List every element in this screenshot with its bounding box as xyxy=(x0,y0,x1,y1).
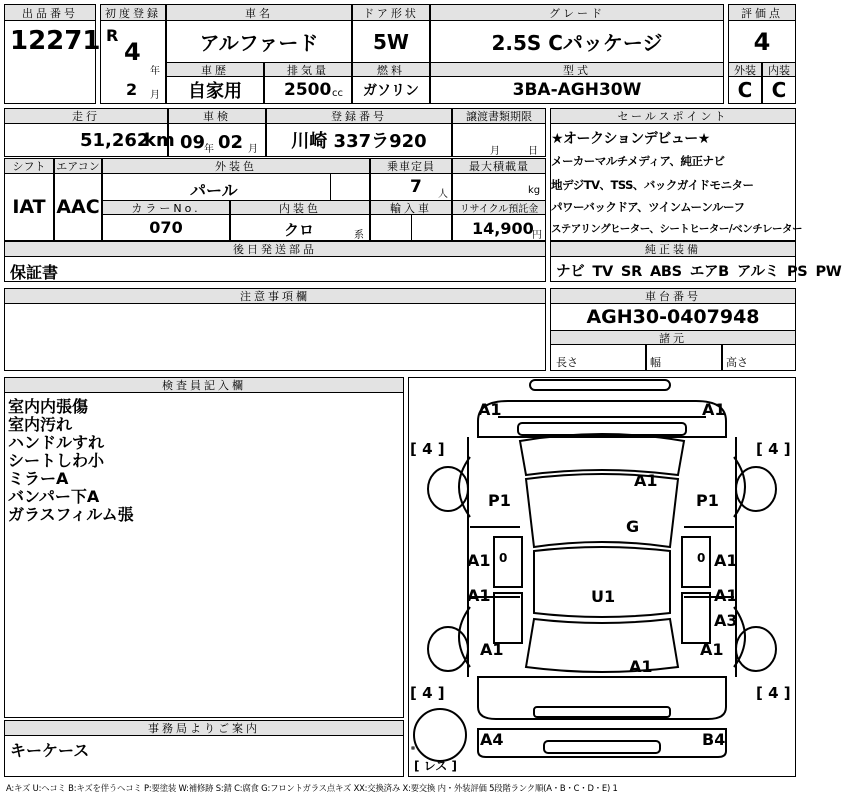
equipment-item: PW xyxy=(815,264,842,280)
int-label: 内装 xyxy=(762,62,796,77)
cautions-cell xyxy=(4,303,546,371)
load-unit: kg xyxy=(528,185,541,196)
transfer-label: 譲渡書類期限 xyxy=(452,108,546,124)
damage-mark: B4 xyxy=(702,730,726,749)
import-subcell xyxy=(370,214,412,241)
door-label: ドア形状 xyxy=(352,4,430,21)
tire-tread: [ 4 ] xyxy=(756,440,791,458)
plate-value: 川崎 337ラ920 xyxy=(266,123,452,157)
damage-mark: 0 xyxy=(499,551,508,565)
int-score: C xyxy=(762,76,796,104)
shift-label: シフト xyxy=(4,158,54,174)
inspector-line: 室内内張傷 xyxy=(8,397,89,416)
grade-label: グレード xyxy=(430,4,724,21)
damage-mark: P1 xyxy=(696,491,719,510)
import-label: 輸入車 xyxy=(370,200,452,215)
equipment-item: ABS xyxy=(649,264,682,280)
damage-mark: A1 xyxy=(467,551,491,570)
office-label: 事務局よりご案内 xyxy=(4,720,404,736)
displacement-unit: cc xyxy=(332,88,343,99)
displacement-label: 排気量 xyxy=(264,62,352,77)
door-value: 5W xyxy=(352,20,430,63)
insp-month: 02 xyxy=(218,132,244,153)
inspector-line: ガラスフィルム張 xyxy=(8,505,134,524)
recycle-label: リサイクル預託金 xyxy=(452,200,546,215)
reg-year: 4 xyxy=(124,38,141,66)
interior-color-label: 内装色 xyxy=(230,200,370,215)
insp-year-unit: 年 xyxy=(204,144,214,155)
inspection-label: 車検 xyxy=(168,108,266,124)
damage-mark: A1 xyxy=(714,551,738,570)
sales-point-line: ★オークションデビュー★ xyxy=(551,131,710,147)
spare-tire: [ レス ] xyxy=(414,759,457,773)
insp-year: 09 xyxy=(180,132,206,153)
model-value: 3BA-AGH30W xyxy=(430,76,724,104)
capacity-value: 7 xyxy=(410,177,422,197)
inspector-line: 室内汚れ xyxy=(8,415,73,434)
capacity-label: 乗車定員 xyxy=(370,158,452,174)
ac-label: エアコン xyxy=(54,158,102,174)
width-label: 幅 xyxy=(650,356,661,369)
first-reg-label: 初度登録 xyxy=(100,4,166,21)
fuel-value: ガソリン xyxy=(352,76,430,104)
length-label: 長さ xyxy=(556,356,578,369)
damage-mark: G xyxy=(626,517,640,536)
office-value: キーケース xyxy=(10,741,90,760)
lot-label: 出品番号 xyxy=(4,4,96,21)
mileage-value: 51,262 xyxy=(80,130,150,151)
sales-point-line: メーカーマルチメディア、純正ナビ xyxy=(551,154,725,168)
month-unit: 月 xyxy=(150,90,160,101)
equipment-item: ナビ xyxy=(556,264,585,280)
damage-mark: U1 xyxy=(591,587,616,606)
reg-month: 2 xyxy=(126,80,138,99)
sales-points-label: セールスポイント xyxy=(550,108,796,124)
damage-mark: A4 xyxy=(480,730,504,749)
damage-mark: A1 xyxy=(480,640,504,659)
specs-label: 諸元 xyxy=(550,330,796,345)
model-label: 型式 xyxy=(430,62,724,77)
equipment-item: エアB xyxy=(689,264,729,280)
tire-tread: [ 4 ] xyxy=(756,684,791,702)
later-parts-label: 後日発送部品 xyxy=(4,241,546,257)
car-outline xyxy=(408,377,796,777)
inspector-label: 検査員記入欄 xyxy=(4,377,404,393)
damage-mark: A1 xyxy=(629,657,653,676)
chassis-label: 車台番号 xyxy=(550,288,796,304)
sales-point-line: 地デジTV、TSS、バックガイドモニター xyxy=(551,178,754,192)
damage-mark: A1 xyxy=(702,400,726,419)
damage-mark: A3 xyxy=(714,611,738,630)
inspector-line: シートしわ小 xyxy=(8,451,105,470)
era: R xyxy=(106,26,119,45)
equipment-item: PS xyxy=(786,264,808,280)
year-unit: 年 xyxy=(150,66,160,77)
history-value: 自家用 xyxy=(166,76,264,104)
car-name: アルファード xyxy=(166,20,352,63)
grade-value: 2.5S Cパッケージ xyxy=(430,20,724,63)
sales-point-line: パワーバックドア、ツインムーンルーフ xyxy=(551,200,745,214)
equipment-item: TV xyxy=(592,264,613,280)
insp-month-unit: 月 xyxy=(248,144,258,155)
lot-number: 12271 xyxy=(10,26,101,56)
mileage-label: 走行 xyxy=(4,108,168,124)
displacement-value: 2500 xyxy=(284,80,332,100)
tire-tread: [ 4 ] xyxy=(410,684,445,702)
damage-mark: A1 xyxy=(467,586,491,605)
chassis-value: AGH30-0407948 xyxy=(550,303,796,331)
equipment-item: アルミ xyxy=(736,264,779,280)
recycle-value: 14,900 xyxy=(472,219,534,238)
history-label: 車歴 xyxy=(166,62,264,77)
ext-score: C xyxy=(728,76,762,104)
damage-mark: A1 xyxy=(634,471,658,490)
tire-tread: [ 4 ] xyxy=(410,440,445,458)
damage-mark: A1 xyxy=(700,640,724,659)
interior-color-value: クロ xyxy=(284,221,315,239)
inspector-line: ハンドルすれ xyxy=(8,433,105,452)
height-label: 高さ xyxy=(726,356,748,369)
fuel-label: 燃料 xyxy=(352,62,430,77)
equipment-list xyxy=(556,260,849,281)
ext-label: 外装 xyxy=(728,62,762,77)
inspector-line: バンパー下A xyxy=(8,487,100,506)
plate-label: 登録番号 xyxy=(266,108,452,124)
later-parts-value: 保証書 xyxy=(10,263,59,282)
sales-point-line: ステアリングヒーター、シートヒーター/ベンチレーター xyxy=(551,223,803,235)
damage-mark: A1 xyxy=(714,586,738,605)
recycle-unit: 円 xyxy=(532,230,542,241)
later-parts-cell xyxy=(4,256,546,282)
damage-mark: P1 xyxy=(488,491,511,510)
colorno-label: カラーNo. xyxy=(102,200,230,215)
transfer-day-unit: 日 xyxy=(528,146,538,157)
transfer-month-unit: 月 xyxy=(490,146,500,157)
capacity-unit: 人 xyxy=(438,189,448,200)
shift-value: IAT xyxy=(4,173,54,241)
equipment-label: 純正装備 xyxy=(550,241,796,257)
interior-color-unit: 系 xyxy=(354,230,364,241)
damage-mark: A1 xyxy=(478,400,502,419)
inspector-line: ミラーA xyxy=(8,469,69,488)
equipment-item: SR xyxy=(620,264,642,280)
colorno-value: 070 xyxy=(102,214,230,241)
color-subcell xyxy=(330,173,370,201)
color-label: 外装色 xyxy=(102,158,370,174)
score-value: 4 xyxy=(728,20,796,63)
damage-mark: 0 xyxy=(697,551,706,565)
color-value: パール xyxy=(190,181,238,200)
ac-value: AAC xyxy=(54,173,102,241)
legend: A:キズ U:ヘコミ B:キズを伴うヘコミ P:要塗装 W:補修跡 S:錆 C:腐食 G:フロントガラス点キズ XX:交換済み X:要交換 内・外装評価 5段階ランク順(A・B・C・D・E) 1 xyxy=(6,783,618,793)
load-label: 最大積載量 xyxy=(452,158,546,174)
name-label: 車名 xyxy=(166,4,352,21)
score-label: 評価点 xyxy=(728,4,796,21)
cautions-label: 注意事項欄 xyxy=(4,288,546,304)
mileage-unit: km xyxy=(144,130,175,151)
